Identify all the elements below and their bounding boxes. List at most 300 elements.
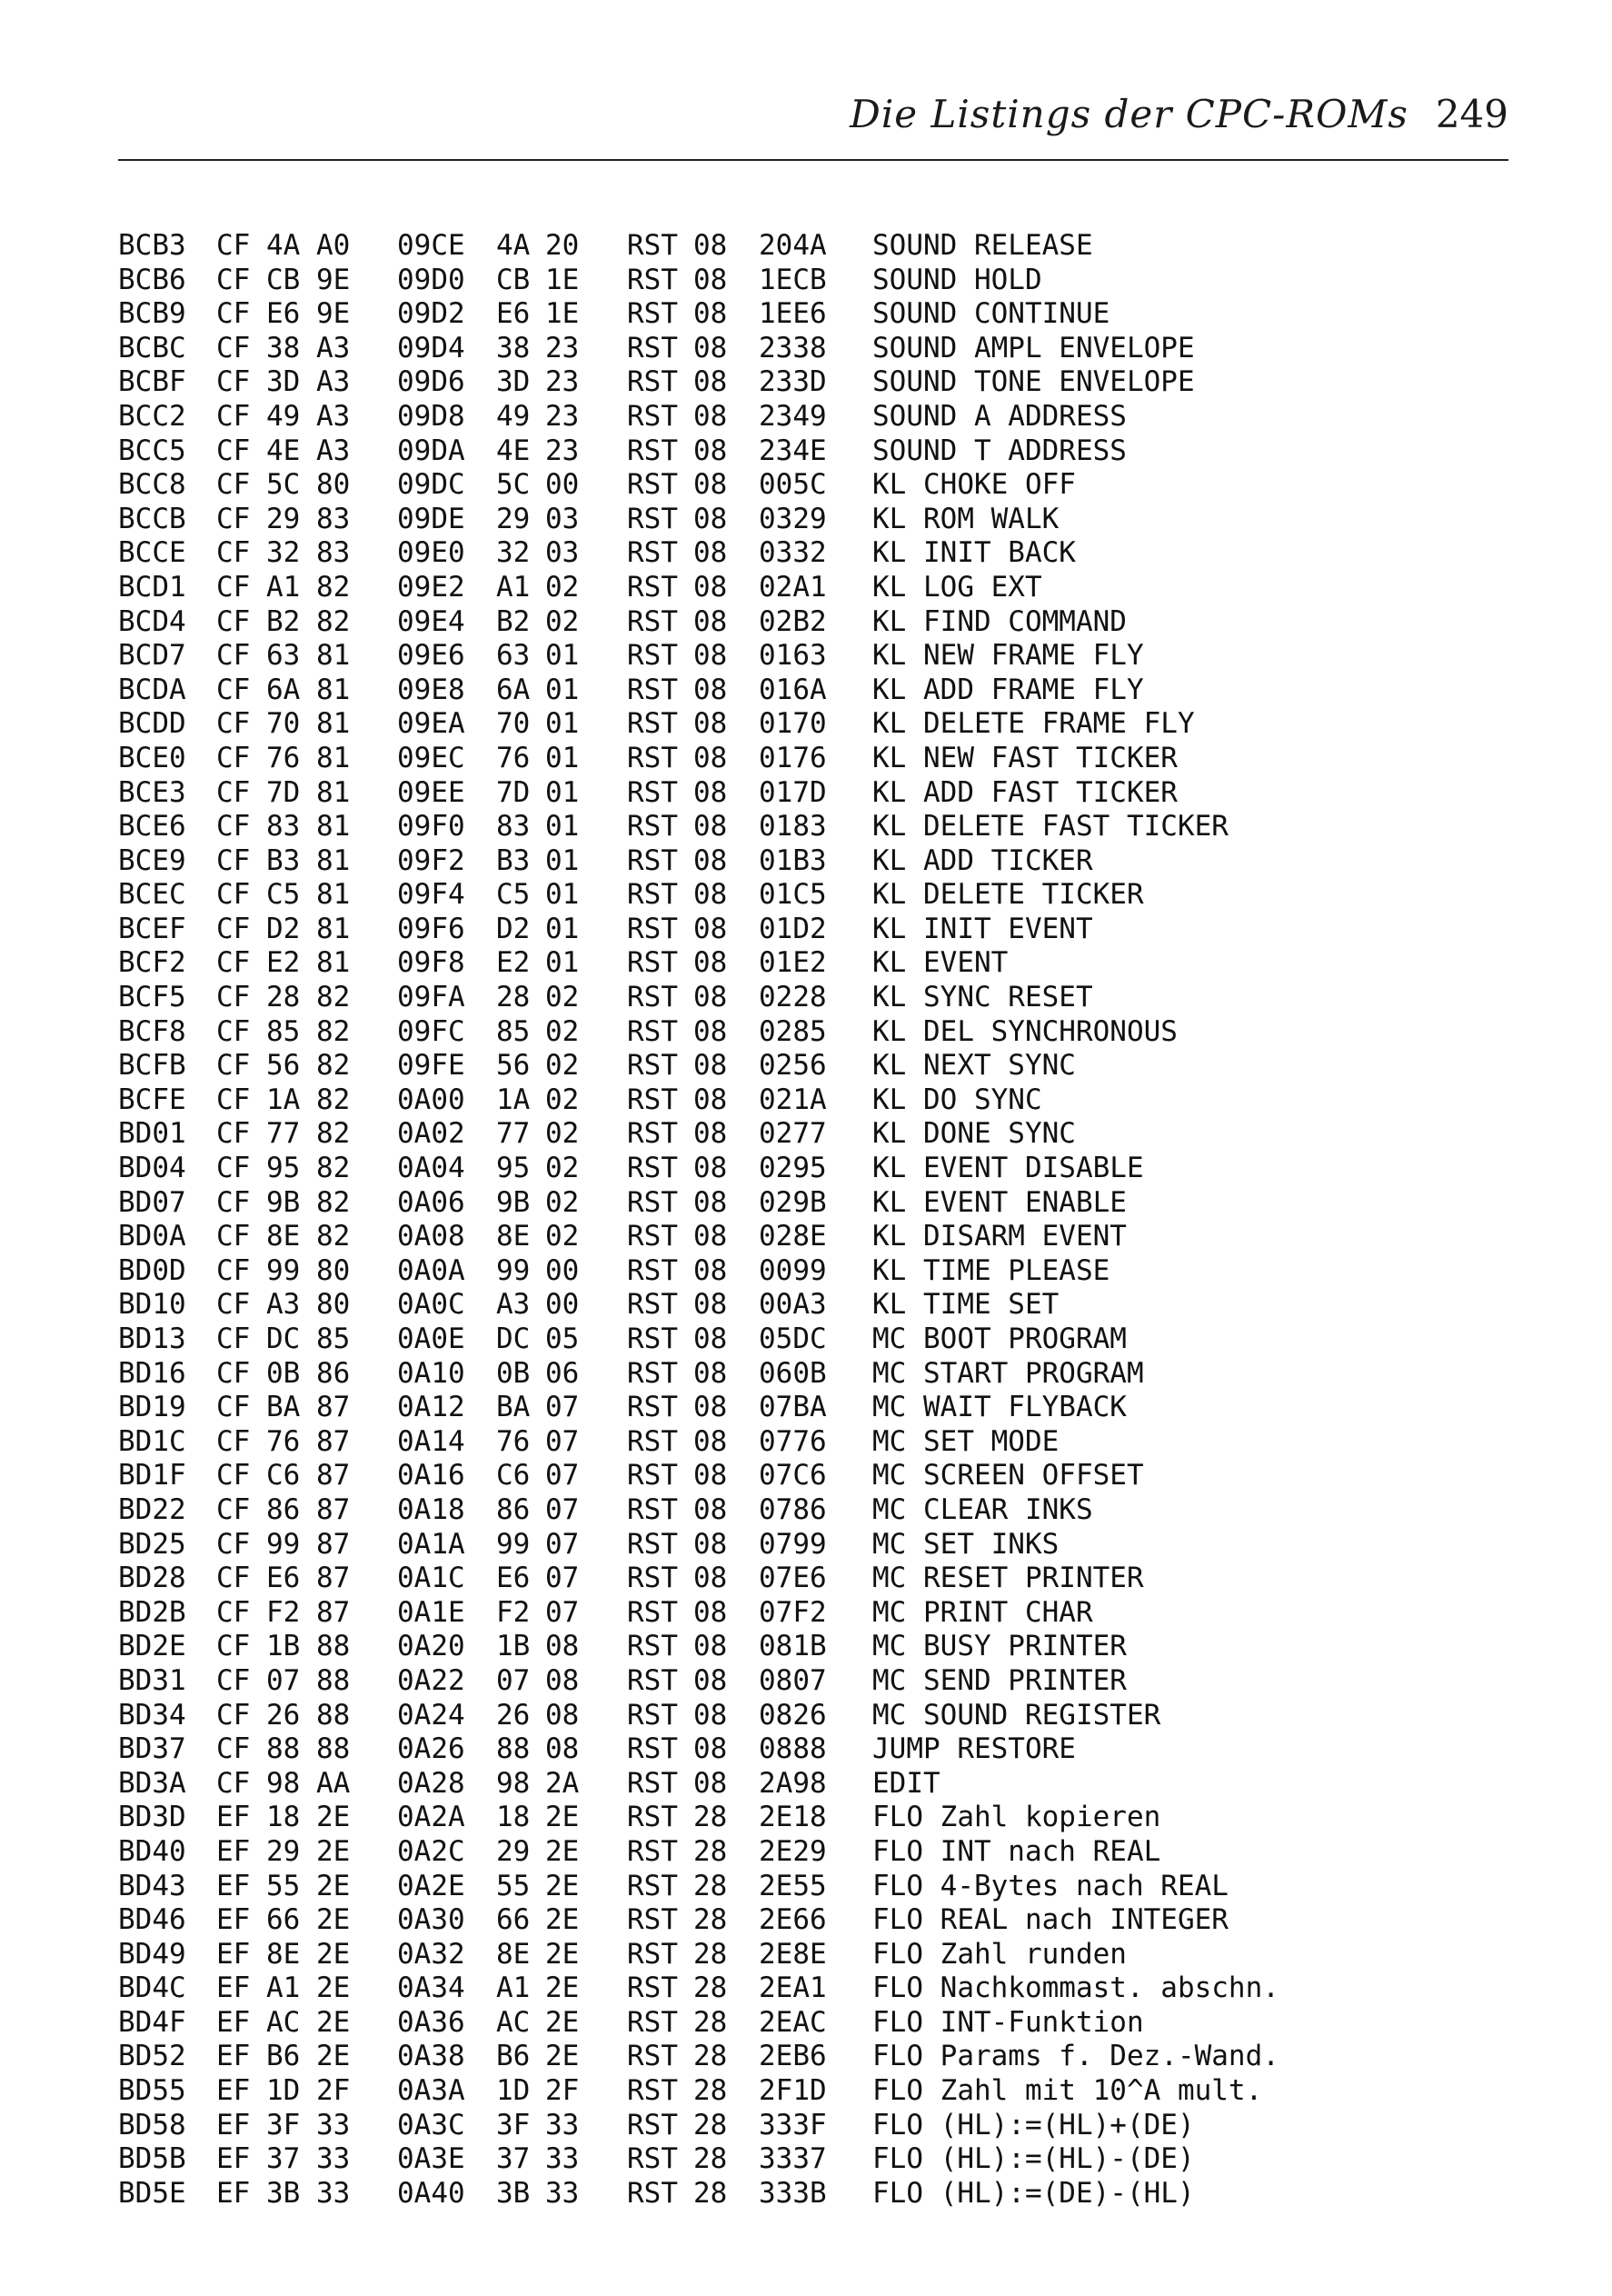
opcode-byte-2: 18 [266,1801,301,1834]
jump-address: BD28 [118,1562,186,1595]
jump-address: BCCB [118,502,186,535]
rst-instruction: RST [627,1185,678,1219]
page-header [118,86,1508,161]
routine-name: KL DEL SYNCHRONOUS [872,1014,1178,1048]
opcode-byte-2: 7D [266,775,301,809]
rst-instruction: RST [627,1562,678,1595]
opcode-byte-2: 88 [266,1732,301,1766]
vector-byte-2: 02 [545,1117,580,1151]
vector-address: 0A40 [397,2176,465,2210]
listing-row [118,1015,1499,1050]
vector-byte-1: 4E [496,434,531,467]
routine-name: KL LOG EXT [872,570,1042,604]
routine-name: FLO (HL):=(HL)-(DE) [872,2142,1195,2176]
vector-byte-2: 08 [545,1630,580,1663]
vector-byte-2: 06 [545,1356,580,1390]
rst-argument: 08 [693,1220,728,1253]
routine-name: SOUND RELEASE [872,229,1093,262]
target-address: 333F [759,2108,827,2141]
jump-address: BCE0 [118,741,186,774]
vector-byte-2: 08 [545,1698,580,1732]
rst-instruction: RST [627,1323,678,1355]
opcode-byte-2: 28 [266,981,301,1014]
opcode-byte-2: 26 [266,1698,301,1732]
opcode-byte-1: CF [216,1356,251,1390]
opcode-byte-2: BA [266,1391,301,1424]
target-address: 00A3 [759,1288,827,1322]
opcode-byte-1: CF [216,878,251,912]
target-address: 2E29 [759,1834,827,1868]
rst-argument: 08 [693,673,728,706]
opcode-byte-2: B2 [266,604,301,638]
jump-address: BCC8 [118,468,186,502]
vector-byte-1: 70 [496,707,531,741]
rst-instruction: RST [627,1253,678,1287]
rst-instruction: RST [627,1014,678,1048]
vector-byte-1: 26 [496,1698,531,1732]
opcode-byte-2: A1 [266,1972,301,2005]
listing-row [118,2142,1499,2177]
vector-byte-1: E6 [496,1562,531,1595]
routine-name: MC SEND PRINTER [872,1663,1127,1697]
opcode-byte-3: 82 [316,570,351,604]
listing-row [118,776,1499,811]
rst-argument: 28 [693,2108,728,2141]
jump-address: BCF5 [118,981,186,1014]
opcode-byte-3: 87 [316,1391,351,1424]
listing-row [118,1323,1499,1357]
opcode-byte-3: 2E [316,1801,351,1834]
rst-argument: 08 [693,946,728,980]
target-address: 081B [759,1630,827,1663]
vector-byte-1: 99 [496,1253,531,1287]
listing-row [118,1767,1499,1802]
vector-byte-1: F2 [496,1595,531,1629]
opcode-byte-2: C5 [266,878,301,912]
opcode-byte-3: 83 [316,536,351,570]
vector-address: 0A2C [397,1834,465,1868]
listing-row [118,1528,1499,1562]
opcode-byte-1: CF [216,1185,251,1219]
routine-name: KL DISARM EVENT [872,1220,1127,1253]
listing-row [118,1562,1499,1596]
listing-row [118,297,1499,332]
opcode-byte-2: 1D [266,2074,301,2108]
opcode-byte-3: 85 [316,1323,351,1355]
opcode-byte-1: CF [216,1459,251,1492]
jump-address: BD25 [118,1527,186,1561]
opcode-byte-3: 83 [316,502,351,535]
vector-byte-2: 07 [545,1391,580,1424]
listing-row [118,1117,1499,1152]
jump-address: BD10 [118,1288,186,1322]
listing-row [118,810,1499,844]
target-address: 2F1D [759,2074,827,2108]
opcode-byte-1: CF [216,844,251,877]
target-address: 0295 [759,1152,827,1185]
opcode-byte-2: 1B [266,1630,301,1663]
opcode-byte-2: 76 [266,1424,301,1458]
routine-name: FLO 4-Bytes nach REAL [872,1869,1229,1902]
jump-address: BCD4 [118,604,186,638]
rst-instruction: RST [627,365,678,399]
rst-argument: 08 [693,1663,728,1697]
opcode-byte-3: 81 [316,844,351,877]
vector-byte-1: 37 [496,2142,531,2176]
target-address: 01E2 [759,946,827,980]
target-address: 0329 [759,502,827,535]
listing-row [118,1972,1499,2006]
vector-byte-1: 99 [496,1527,531,1561]
rst-argument: 08 [693,1356,728,1390]
vector-byte-1: 9B [496,1185,531,1219]
vector-byte-2: 07 [545,1459,580,1492]
rst-instruction: RST [627,434,678,467]
opcode-byte-1: CF [216,912,251,945]
vector-byte-2: 20 [545,229,580,262]
rst-argument: 08 [693,1766,728,1800]
vector-address: 09DE [397,502,465,535]
routine-name: SOUND T ADDRESS [872,434,1127,467]
vector-byte-1: CB [496,263,531,296]
vector-address: 09D6 [397,365,465,399]
jump-address: BCDD [118,707,186,741]
page-title: Die Listings der CPC-ROMs [850,92,1408,136]
vector-address: 09DC [397,468,465,502]
routine-name: KL NEW FAST TICKER [872,741,1178,774]
routine-name: MC PRINT CHAR [872,1595,1093,1629]
vector-byte-1: 83 [496,810,531,844]
routine-name: FLO REAL nach INTEGER [872,1903,1229,1937]
opcode-byte-3: 9E [316,297,351,331]
rst-instruction: RST [627,981,678,1014]
rst-argument: 08 [693,1732,728,1766]
rst-argument: 08 [693,1117,728,1151]
opcode-byte-1: CF [216,1220,251,1253]
vector-byte-2: 01 [545,946,580,980]
target-address: 05DC [759,1323,827,1355]
target-address: 060B [759,1356,827,1390]
jump-address: BD49 [118,1937,186,1971]
opcode-byte-3: 2E [316,2040,351,2073]
listing-row [118,571,1499,605]
opcode-byte-3: 81 [316,810,351,844]
vector-byte-2: 2E [545,1834,580,1868]
target-address: 016A [759,673,827,706]
vector-address: 0A20 [397,1630,465,1663]
vector-byte-1: BA [496,1391,531,1424]
vector-address: 09E2 [397,570,465,604]
vector-address: 09F6 [397,912,465,945]
rst-argument: 08 [693,536,728,570]
vector-address: 09E4 [397,604,465,638]
routine-name: FLO INT-Funktion [872,2005,1144,2039]
vector-address: 09FE [397,1049,465,1083]
target-address: 0807 [759,1663,827,1697]
jump-address: BCFE [118,1083,186,1116]
vector-byte-1: 63 [496,639,531,673]
opcode-byte-1: CF [216,1424,251,1458]
opcode-byte-2: 4E [266,434,301,467]
target-address: 2EAC [759,2005,827,2039]
listing-row [118,946,1499,981]
target-address: 0256 [759,1049,827,1083]
vector-address: 09EE [397,775,465,809]
opcode-byte-1: CF [216,810,251,844]
opcode-byte-3: 82 [316,1152,351,1185]
opcode-byte-1: CF [216,1049,251,1083]
target-address: 0277 [759,1117,827,1151]
target-address: 0099 [759,1253,827,1287]
opcode-byte-1: EF [216,1869,251,1902]
rst-argument: 08 [693,741,728,774]
routine-name: KL FIND COMMAND [872,604,1127,638]
vector-address: 0A08 [397,1220,465,1253]
jump-address: BCBC [118,331,186,364]
routine-name: MC CLEAR INKS [872,1492,1093,1526]
rst-argument: 08 [693,1014,728,1048]
target-address: 2E18 [759,1801,827,1834]
target-address: 0183 [759,810,827,844]
jump-address: BD55 [118,2074,186,2108]
opcode-byte-2: 86 [266,1492,301,1526]
rst-argument: 28 [693,2074,728,2108]
listing-row [118,981,1499,1015]
jump-address: BCC5 [118,434,186,467]
rst-instruction: RST [627,810,678,844]
opcode-byte-1: CF [216,1663,251,1697]
listing-row [118,1425,1499,1460]
listing-row [118,1630,1499,1664]
routine-name: MC WAIT FLYBACK [872,1391,1127,1424]
rst-argument: 28 [693,2142,728,2176]
routine-name: FLO Nachkommast. abschn. [872,1972,1279,2005]
listing-row [118,2040,1499,2074]
rst-argument: 08 [693,912,728,945]
vector-byte-1: B3 [496,844,531,877]
opcode-byte-2: DC [266,1323,301,1355]
opcode-byte-2: 29 [266,1834,301,1868]
listing-row [118,674,1499,708]
rst-argument: 28 [693,1937,728,1971]
listing-row [118,332,1499,366]
opcode-byte-1: CF [216,365,251,399]
rst-instruction: RST [627,1083,678,1116]
vector-address: 09F0 [397,810,465,844]
rst-instruction: RST [627,775,678,809]
vector-byte-1: 7D [496,775,531,809]
jump-address: BD07 [118,1185,186,1219]
jump-address: BCF2 [118,946,186,980]
routine-name: SOUND HOLD [872,263,1042,296]
rst-instruction: RST [627,263,678,296]
opcode-byte-3: A3 [316,331,351,364]
opcode-byte-3: A0 [316,229,351,262]
target-address: 1EE6 [759,297,827,331]
opcode-byte-3: 2E [316,2005,351,2039]
opcode-byte-1: CF [216,297,251,331]
vector-byte-2: 07 [545,1595,580,1629]
vector-address: 09FC [397,1014,465,1048]
vector-address: 0A3E [397,2142,465,2176]
listing-row [118,1801,1499,1835]
jump-address: BD34 [118,1698,186,1732]
target-address: 0176 [759,741,827,774]
listing-row [118,1152,1499,1186]
opcode-byte-1: EF [216,2040,251,2073]
jump-address: BD0A [118,1220,186,1253]
rst-instruction: RST [627,1117,678,1151]
opcode-byte-1: CF [216,673,251,706]
jump-address: BCEF [118,912,186,945]
routine-name: KL DELETE FAST TICKER [872,810,1229,844]
jump-address: BD1F [118,1459,186,1492]
vector-byte-2: 01 [545,639,580,673]
jump-address: BCD7 [118,639,186,673]
routine-name: MC SOUND REGISTER [872,1698,1161,1732]
opcode-byte-3: 9E [316,263,351,296]
opcode-byte-1: CF [216,1253,251,1287]
vector-address: 0A32 [397,1937,465,1971]
target-address: 02A1 [759,570,827,604]
vector-address: 0A3C [397,2108,465,2141]
opcode-byte-1: CF [216,263,251,296]
rst-instruction: RST [627,673,678,706]
routine-name: KL TIME SET [872,1288,1060,1322]
routine-name: KL NEXT SYNC [872,1049,1076,1083]
listing-row [118,264,1499,298]
listing-row [118,468,1499,503]
rst-instruction: RST [627,1766,678,1800]
rst-instruction: RST [627,1527,678,1561]
opcode-byte-3: 33 [316,2176,351,2210]
opcode-byte-3: 2E [316,1972,351,2005]
vector-byte-2: 02 [545,604,580,638]
vector-address: 0A0C [397,1288,465,1322]
rst-instruction: RST [627,604,678,638]
rst-instruction: RST [627,1663,678,1697]
vector-byte-2: 01 [545,912,580,945]
vector-byte-1: E6 [496,297,531,331]
target-address: 333B [759,2176,827,2210]
routine-name: MC RESET PRINTER [872,1562,1144,1595]
target-address: 1ECB [759,263,827,296]
opcode-byte-2: 77 [266,1117,301,1151]
rst-argument: 28 [693,2005,728,2039]
routine-name: FLO Zahl runden [872,1937,1127,1971]
target-address: 028E [759,1220,827,1253]
rst-argument: 08 [693,1049,728,1083]
target-address: 233D [759,365,827,399]
rst-instruction: RST [627,1049,678,1083]
target-address: 029B [759,1185,827,1219]
routine-name: KL DELETE FRAME FLY [872,707,1195,741]
opcode-byte-2: E6 [266,297,301,331]
jump-address: BCC2 [118,399,186,433]
target-address: 0786 [759,1492,827,1526]
listing-row [118,1870,1499,1904]
rst-instruction: RST [627,536,678,570]
rst-instruction: RST [627,297,678,331]
opcode-byte-1: CF [216,604,251,638]
vector-byte-1: 49 [496,399,531,433]
rst-argument: 08 [693,1527,728,1561]
listing-row [118,742,1499,776]
rst-argument: 08 [693,1562,728,1595]
opcode-byte-3: 33 [316,2142,351,2176]
jump-address: BCF8 [118,1014,186,1048]
rst-instruction: RST [627,2108,678,2141]
vector-address: 0A18 [397,1492,465,1526]
vector-address: 0A2A [397,1801,465,1834]
vector-address: 0A30 [397,1903,465,1937]
rst-instruction: RST [627,1424,678,1458]
opcode-byte-3: 87 [316,1562,351,1595]
vector-byte-2: 33 [545,2142,580,2176]
target-address: 2349 [759,399,827,433]
vector-byte-2: 07 [545,1492,580,1526]
opcode-byte-1: EF [216,2142,251,2176]
routine-name: KL SYNC RESET [872,981,1093,1014]
target-address: 2A98 [759,1766,827,1800]
listing-row [118,2177,1499,2211]
opcode-byte-1: CF [216,399,251,433]
listing-row [118,2006,1499,2041]
jump-address: BD3A [118,1766,186,1800]
vector-byte-1: AC [496,2005,531,2039]
rst-instruction: RST [627,878,678,912]
vector-byte-2: 00 [545,468,580,502]
jump-address: BD13 [118,1323,186,1355]
target-address: 0228 [759,981,827,1014]
opcode-byte-1: CF [216,229,251,262]
jump-address: BCBF [118,365,186,399]
vector-byte-1: 3D [496,365,531,399]
target-address: 01D2 [759,912,827,945]
vector-address: 0A36 [397,2005,465,2039]
listing-row [118,707,1499,742]
vector-byte-1: 88 [496,1732,531,1766]
vector-byte-1: 98 [496,1766,531,1800]
opcode-byte-2: 85 [266,1014,301,1048]
target-address: 01C5 [759,878,827,912]
vector-byte-1: 86 [496,1492,531,1526]
vector-byte-2: 07 [545,1527,580,1561]
routine-name: KL ADD FAST TICKER [872,775,1178,809]
opcode-byte-3: 82 [316,981,351,1014]
routine-name: MC SCREEN OFFSET [872,1459,1144,1492]
listing-row [118,503,1499,537]
routine-name: EDIT [872,1766,940,1800]
vector-byte-1: 85 [496,1014,531,1048]
opcode-byte-2: 4A [266,229,301,262]
vector-address: 0A06 [397,1185,465,1219]
opcode-byte-1: CF [216,1391,251,1424]
opcode-byte-1: CF [216,331,251,364]
listing-row [118,1596,1499,1631]
listing-row [118,1288,1499,1323]
vector-byte-2: 33 [545,2176,580,2210]
vector-address: 09DA [397,434,465,467]
vector-byte-1: D2 [496,912,531,945]
vector-address: 09E8 [397,673,465,706]
opcode-byte-1: EF [216,2074,251,2108]
jump-address: BD5B [118,2142,186,2176]
listing-row [118,844,1499,879]
vector-byte-1: 32 [496,536,531,570]
routine-name: FLO (HL):=(HL)+(DE) [872,2108,1195,2141]
vector-address: 09E0 [397,536,465,570]
